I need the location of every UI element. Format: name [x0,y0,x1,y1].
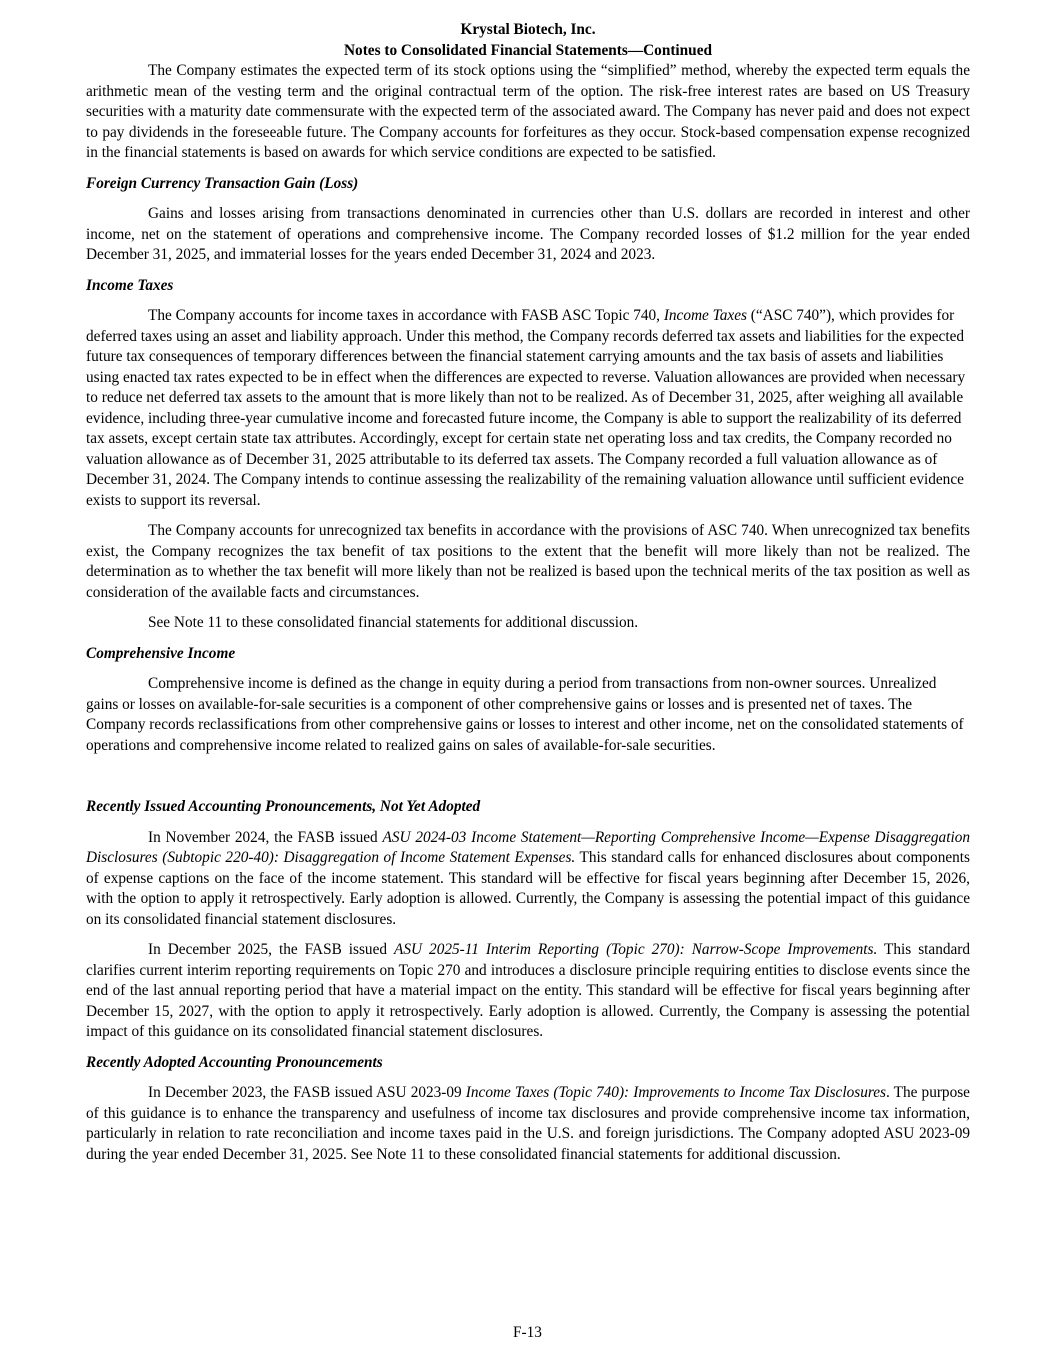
document-page [86,20,970,1165]
adopted-heading: Recently Adopted Accounting Pronouncements [86,1053,383,1071]
fx-paragraph: Gains and losses arising from transactions denominated in currencies other than U.S. dollars are recorded in interest and other income, net on the statement of operations and comprehensive income. The Company recorded losses of $1.2 million for the year ended December 31, 2025, and immaterial losses for the years ended December 31, 2024 and 2023. [86,205,970,263]
page-subtitle: Notes to Consolidated Financial Statements—Continued [344,41,712,59]
not-adopted-heading: Recently Issued Accounting Pronouncements, Not Yet Adopted [86,798,481,815]
comprehensive-income-heading: Comprehensive Income [86,644,236,662]
stock-comp-paragraph: The Company estimates the expected term of its stock options using the “simplified” method, whereby the expected term equals the arithmetic mean of the vesting term and the original contractual term of the option. The risk-free interest rates are based on US Treasury securities with a maturity date commensurate with the expected term of the associated award. The Company has never paid and does not expect to pay dividends in the foreseeable future. The Company accounts for forfeitures as they occur. Stock-based compensation expense recognized in the financial statements is based on awards for which service conditions are expected to be satisfied. [86,62,970,161]
fx-heading: Foreign Currency Transaction Gain (Loss) [86,174,359,192]
income-taxes-paragraph-3: See Note 11 to these consolidated financial statements for additional discussion. [148,614,639,631]
page-number: F-13 [513,1324,542,1341]
adopted-paragraph: In December 2023, the FASB issued ASU 2023-09 Income Taxes (Topic 740): Improvements to Income Tax Disclosures. The purpose of this guidance is to enhance the transparency and usefulness of income tax disclosures and provide comprehensive income tax information, particularly in relation to rate reconciliation and income taxes paid in the U.S. and foreign jurisdictions. The Company adopted ASU 2023-09 during the year ended December 31, 2025. See Note 11 to these consolidated financial statements for additional discussion. [86,1084,970,1163]
company-name: Krystal Biotech, Inc. [460,21,596,38]
not-adopted-paragraph-1: In November 2024, the FASB issued ASU 2024-03 Income Statement—Reporting Comprehensive Income—Expense Disaggregation Disclosures (Subtopic 220-40): Disaggregation of Income Statement Expenses. This standard calls for enhanced disclosures about components of expense captions on the face of the income statement. This standard will be effective for fiscal years beginning after December 15, 2026, with the option to apply it retrospectively. Early adoption is allowed. Currently, the Company is assessing the potential impact of this guidance on its consolidated financial statement disclosures. [86,828,970,928]
page-header [86,20,970,61]
comprehensive-income-paragraph: Comprehensive income is defined as the change in equity during a period from transactions from non-owner sources. Unrealized gains or losses on available-for-sale securities is a component of other comprehensive gains or losses and is presented net of taxes. The Company records reclassifications from other comprehensive gains or losses to interest and other income, net on the consolidated statements of operations and comprehensive income related to realized gains on sales of available-for-sale securities. [86,675,964,754]
income-taxes-heading: Income Taxes [86,276,174,294]
income-taxes-paragraph-2: The Company accounts for unrecognized tax benefits in accordance with the provisions of ASC 740. When unrecognized tax benefits exist, the Company recognizes the tax benefit of tax positions to the extent that the benefit will more likely than not be realized. The determination as to whether the tax benefit will more likely than not be realized is based upon the technical merits of the tax position as well as consideration of the available facts and circumstances. [86,522,970,601]
income-taxes-paragraph-1: The Company accounts for income taxes in accordance with FASB ASC Topic 740, Income Taxes (“ASC 740”), which provides for deferred taxes using an asset and liability approach. Under this method, the Company records deferred tax assets and liabilities for the expected future tax consequences of temporary differences between the financial statement carrying amounts and the tax basis of assets and liabilities using enacted tax rates expected to be in effect when the differences are expected to reverse. Valuation allowances are provided when necessary to reduce net deferred tax assets to the amount that is more likely than not to be realized. As of December 31, 2025, after weighing all available evidence, including three-year cumulative income and forecasted future income, the Company is able to support the realizability of its deferred tax assets, except certain state tax attributes. Accordingly, except for certain state net operating loss and tax credits, the Company recorded no valuation allowance as of December 31, 2025 attributable to its deferred tax assets. The Company recorded a full valuation allowance as of December 31, 2024. The Company intends to continue assessing the realizability of the remaining valuation allowance until sufficient evidence exists to support its reversal. [86,307,966,509]
not-adopted-paragraph-2: In December 2025, the FASB issued ASU 2025-11 Interim Reporting (Topic 270): Narrow-Scope Improvements. This standard clarifies current interim reporting requirements on Topic 270 and introduces a disclosure principle requiring entities to disclose events since the end of the last annual reporting period that have a material impact on the entity. This standard will be effective for fiscal years beginning after December 15, 2027, with the option to apply it retrospectively. Early adoption is allowed. Currently, the Company is assessing the potential impact of this guidance on its consolidated financial statement disclosures. [86,941,971,1040]
